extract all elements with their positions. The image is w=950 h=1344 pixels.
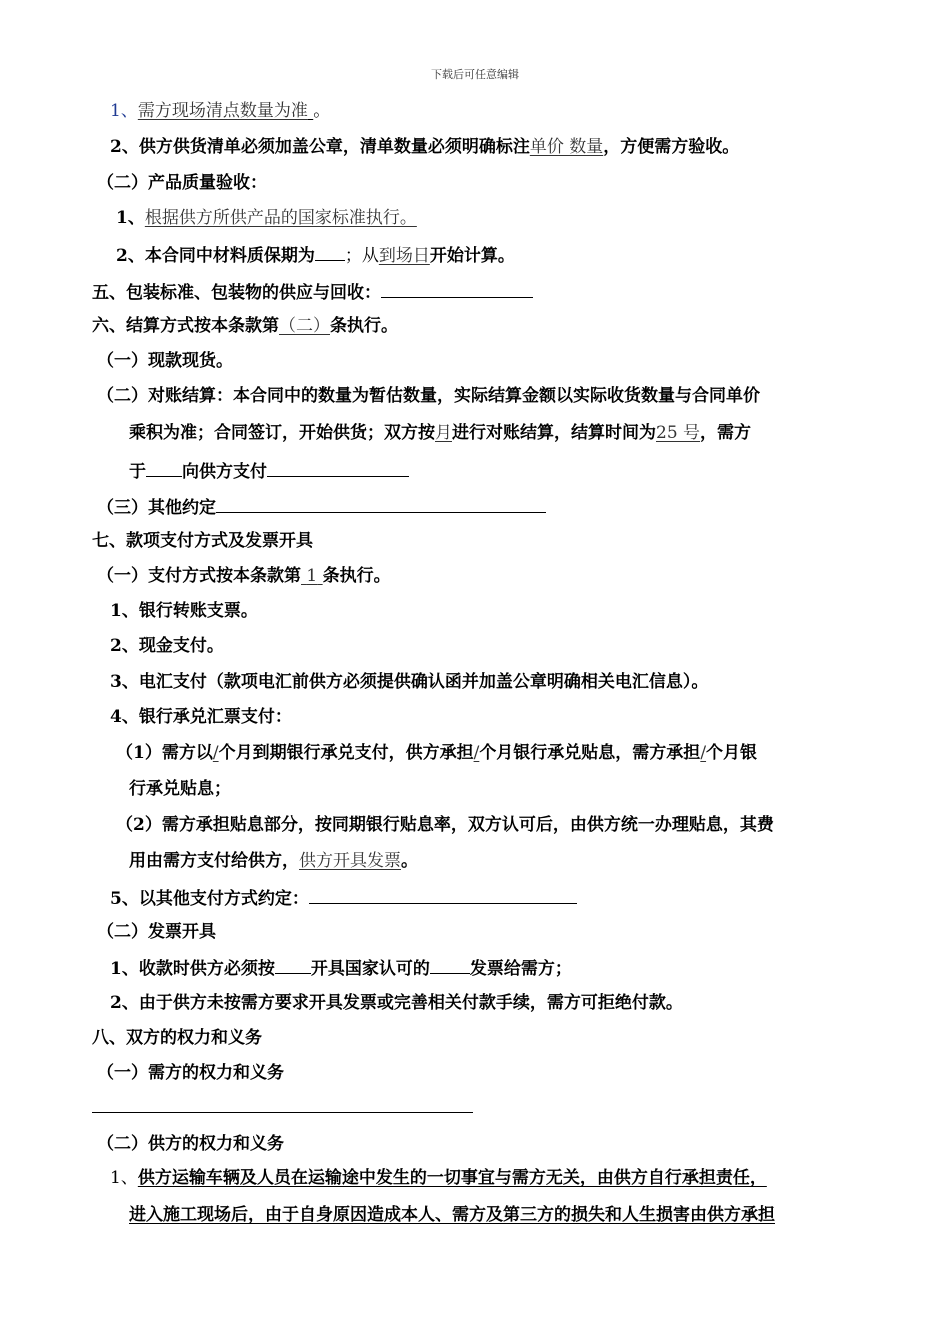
clause-line: （2）需方承担贴息部分，按同期银行贴息率，双方认可后，由供方统一办理贴息，其费 xyxy=(116,815,774,835)
fill-blank xyxy=(216,495,546,513)
clause-line: 乘积为准；合同签订，开始供货；双方按月进行对账结算，结算时间为25 号，需方 xyxy=(129,423,752,443)
fill-blank xyxy=(275,956,311,974)
clause-line: 2、现金支付。 xyxy=(110,636,224,656)
section-heading: 七、款项支付方式及发票开具 xyxy=(92,531,313,551)
clause-line: 行承兑贴息； xyxy=(129,779,231,799)
clause-line: 3、电汇支付（款项电汇前供方必须提供确认函并加盖公章明确相关电汇信息）。 xyxy=(110,672,709,692)
clause-line: 2、由于供方未按需方要求开具发票或完善相关付款手续，需方可拒绝付款。 xyxy=(110,993,683,1013)
clause-line: （一）支付方式按本条款第 1 条执行。 xyxy=(97,566,391,586)
section-heading: 八、双方的权力和义务 xyxy=(92,1028,262,1048)
clause-line: 2、供方供货清单必须加盖公章，清单数量必须明确标注单价 数量，方便需方验收。 xyxy=(110,137,740,157)
section-heading: 六、结算方式按本条款第（二）条执行。 xyxy=(92,316,398,336)
fill-blank xyxy=(267,459,409,477)
clause-line: 1、收款时供方必须按 开具国家认可的 发票给需方； xyxy=(110,956,572,980)
fill-line xyxy=(92,1112,473,1113)
section-heading: （二）产品质量验收： xyxy=(97,173,267,193)
clause-line: （1）需方以/个月到期银行承兑支付，供方承担/个月银行承兑贴息，需方承担/个月银 xyxy=(116,743,758,763)
fill-blank xyxy=(315,243,345,261)
clause-line: 1、供方运输车辆及人员在运输途中发生的一切事宜与需方无关，由供方自行承担责任， xyxy=(110,1168,767,1188)
fill-blank xyxy=(381,280,533,298)
clause-line: 4、银行承兑汇票支付： xyxy=(110,707,292,727)
clause-line: 1、银行转账支票。 xyxy=(110,601,258,621)
clause-line: 1、根据供方所供产品的国家标准执行。 xyxy=(116,208,417,228)
fill-blank xyxy=(309,886,577,904)
clause-line: 进入施工现场后，由于自身原因造成本人、需方及第三方的损失和人生损害由供方承担 xyxy=(129,1205,775,1225)
clause-line: （一）现款现货。 xyxy=(97,351,233,371)
clause-line: 1、需方现场清点数量为准 。 xyxy=(110,101,331,121)
section-heading: （二）供方的权力和义务 xyxy=(97,1134,284,1154)
section-heading: （一）需方的权力和义务 xyxy=(97,1063,284,1083)
clause-line: （二）对账结算：本合同中的数量为暂估数量，实际结算金额以实际收货数量与合同单价 xyxy=(97,386,760,406)
section-heading: （二）发票开具 xyxy=(97,922,216,942)
clause-line: （三）其他约定 xyxy=(97,495,546,519)
fill-blank xyxy=(430,956,470,974)
section-heading: 五、包装标准、包装物的供应与回收： xyxy=(92,280,533,304)
clause-line: 用由需方支付给供方，供方开具发票。 xyxy=(129,851,418,871)
fill-blank xyxy=(146,459,182,477)
clause-line: 2、本合同中材料质保期为 ；从到场日开始计算。 xyxy=(116,243,515,267)
clause-line: 5、以其他支付方式约定： xyxy=(110,886,577,910)
clause-line: 于 向供方支付 xyxy=(129,459,409,483)
page-header: 下载后可任意编辑 xyxy=(431,68,519,81)
